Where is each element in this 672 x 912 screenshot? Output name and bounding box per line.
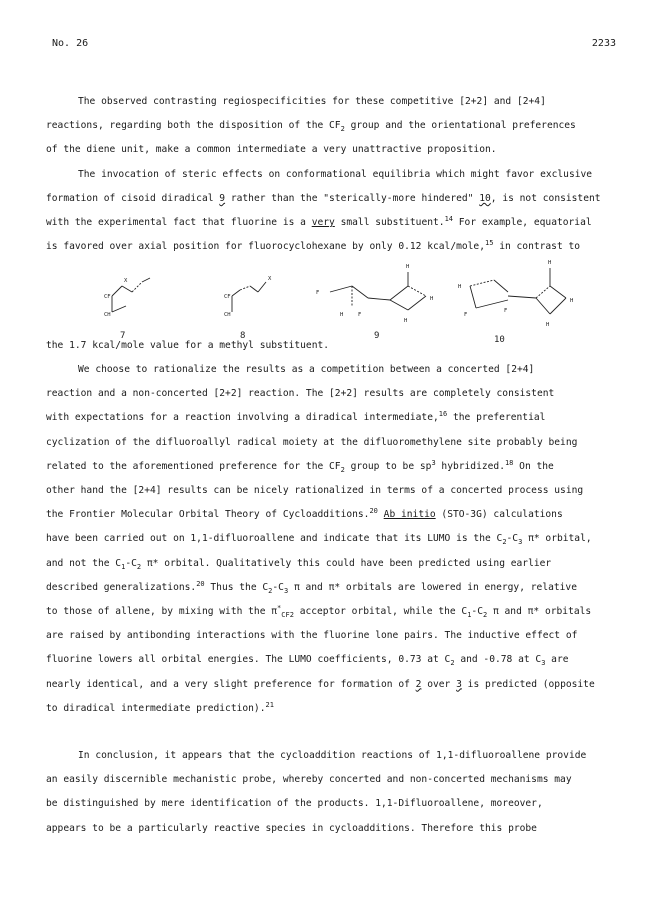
- text-line: with expectations for a reaction involving a diradical intermediate,$^{16}$ the preferential: [46, 410, 546, 424]
- svg-text:F: F: [464, 312, 468, 318]
- svg-text:H: H: [570, 298, 574, 304]
- svg-text:F: F: [316, 290, 320, 296]
- svg-text:H: H: [340, 312, 344, 318]
- text-line: fluorine lowers all orbital energies. The LUMO coefficients, 0.73 at $C_2$ and -0.78 at $C_3$ are: [46, 654, 569, 668]
- text-line: The invocation of steric effects on conformational equilibria which might favor exclusive: [78, 168, 593, 180]
- text-line: reactions, regarding both the disposition of the $CF_2$ group and the orientational preferences: [46, 120, 576, 134]
- text-line: cyclization of the difluoroallyl radical moiety at the difluoromethylene site probably being: [46, 436, 578, 448]
- text-line: reaction and a non-concerted [2+2] reaction. The [2+2] results are completely consistent: [46, 388, 555, 400]
- svg-text:CF: CF: [224, 294, 231, 300]
- svg-text:H: H: [546, 322, 550, 328]
- journal-issue: No. 26: [52, 38, 89, 49]
- text-line: described generalizations.$^{20}$ Thus the $C_2-C_3$ π and π* orbitals are lowered in energy, relative: [46, 579, 577, 595]
- svg-text:F: F: [358, 312, 362, 318]
- svg-text:X: X: [268, 276, 272, 282]
- text-line: to diradical intermediate prediction).$^{21}$: [46, 700, 274, 714]
- svg-text:H: H: [458, 284, 462, 290]
- structure-label: 9: [374, 331, 380, 341]
- paragraph-2-end: [46, 334, 636, 358]
- paragraph-1: [46, 90, 636, 259]
- text-line: related to the aforementioned preference for the $CF_2$ group to be $sp^3$ hybridized.$^{18}$ On the: [46, 458, 554, 474]
- svg-text:H: H: [548, 260, 552, 266]
- svg-text:CF: CF: [104, 294, 111, 300]
- text-line: the 1.7 kcal/mole value for a methyl substituent.: [46, 340, 330, 351]
- svg-text:H: H: [404, 318, 408, 324]
- text-line: nearly identical, and a very slight preference for formation of 2 over 3 is predicted (opposite: [46, 678, 595, 690]
- svg-text:F: F: [504, 308, 508, 314]
- svg-text:CH: CH: [224, 312, 231, 318]
- text-line: the Frontier Molecular Orbital Theory of Cycloadditions.$^{20}$ Ab initio (STO-3G) calculations: [46, 507, 563, 521]
- text-line: The observed contrasting regiospecificities for these competitive [2+2] and [2+4]: [78, 96, 546, 107]
- text-line: have been carried out on 1,1-difluoroallene and indicate that its LUMO is the $C_2-C_3$ π* orbital,: [46, 533, 592, 547]
- text-line: of the diene unit, make a common intermediate a very unattractive proposition.: [46, 144, 497, 156]
- text-line: to those of allene, by mixing with the $\pi^*_{CF2}$ acceptor orbital, while the $C_1-C_2$ π and π* orbitals: [46, 603, 592, 619]
- structure-label: 10: [494, 335, 505, 345]
- text-line: and not the $C_1-C_2$ π* orbital. Qualitatively this could have been predicted using earlier: [46, 557, 552, 571]
- page-number: 2233: [591, 38, 616, 49]
- text-line: other hand the [2+4] results can be nicely rationalized in terms of a concerted process using: [46, 485, 584, 497]
- text-line: In conclusion, it appears that the cycloaddition reactions of 1,1-difluoroallene provide: [78, 750, 587, 761]
- structure-label: 7: [120, 331, 126, 341]
- text-line: formation of cisoid diradical 9 rather than the "sterically-more hindered" 10, is not consistent: [46, 192, 601, 204]
- paragraph-3: [46, 358, 636, 721]
- text-line: are raised by antibonding interactions with the fluorine lone pairs. The inductive effect of: [46, 630, 578, 642]
- structure-label: 8: [240, 331, 246, 341]
- paragraph-4: [46, 744, 636, 841]
- text-line: be distinguished by mere identification of the products. 1,1-Difluoroallene, moreover,: [46, 798, 543, 810]
- text-line: with the experimental fact that fluorine is a very small substituent.$^{14}$ For example, equatorial: [46, 214, 592, 229]
- text-line: appears to be a particularly reactive species in cycloadditions. Therefore this probe: [46, 822, 537, 834]
- text-line: We choose to rationalize the results as a competition between a concerted [2+4]: [78, 364, 535, 375]
- svg-text:H: H: [406, 264, 410, 270]
- text-line: is favored over axial position for fluorocyclohexane by only 0.12 kcal/mole,$^{15}$ in contrast to: [46, 239, 581, 253]
- svg-text:X: X: [124, 278, 128, 284]
- svg-text:H: H: [430, 296, 434, 302]
- svg-text:CH: CH: [104, 312, 111, 318]
- text-line: an easily discernible mechanistic probe, whereby concerted and non-concerted mechanisms may: [46, 774, 572, 786]
